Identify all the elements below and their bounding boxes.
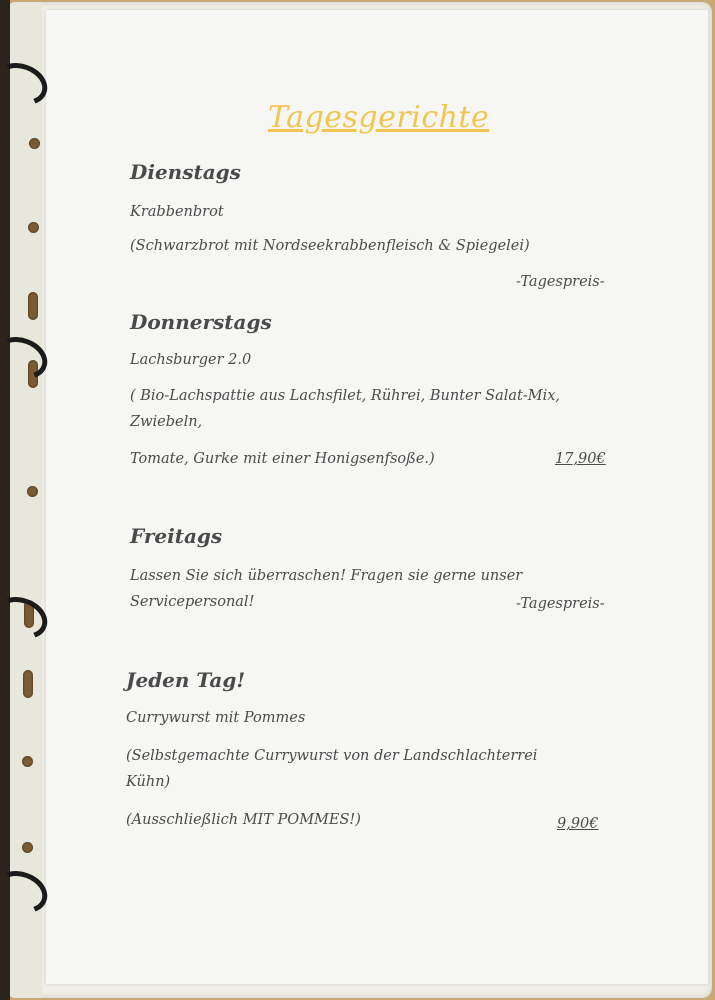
- punch-hole: [23, 670, 33, 698]
- dish-price: 9,90€: [557, 816, 599, 832]
- punch-hole: [28, 292, 38, 320]
- dish-price: 17,90€: [555, 451, 606, 467]
- dish-price: -Tagespreis-: [516, 596, 605, 612]
- dish-description: Tomate, Gurke mit einer Honigsenfsoße.): [130, 451, 435, 467]
- dish-name: Currywurst mit Pommes: [126, 710, 306, 726]
- menu-page: [46, 10, 708, 984]
- dish-description: Zwiebeln,: [130, 414, 203, 430]
- section-heading-jeden-tag: Jeden Tag!: [126, 668, 246, 692]
- dish-description: (Selbstgemachte Currywurst von der Landschlachterrei: [126, 748, 538, 764]
- dish-description: Kühn): [126, 774, 171, 790]
- dish-name: Lachsburger 2.0: [130, 352, 252, 368]
- section-heading-dienstags: Dienstags: [130, 160, 241, 184]
- dish-description: Servicepersonal!: [130, 594, 255, 610]
- punch-hole: [22, 756, 33, 767]
- dish-price: -Tagespreis-: [516, 274, 605, 290]
- punch-hole: [27, 486, 38, 497]
- punch-hole: [28, 222, 39, 233]
- dish-description: (Ausschließlich MIT POMMES!): [126, 812, 361, 828]
- section-heading-donnerstags: Donnerstags: [130, 310, 272, 334]
- dish-name: Krabbenbrot: [130, 204, 224, 220]
- punch-hole: [22, 842, 33, 853]
- page-title: Tagesgerichte: [268, 100, 490, 135]
- dish-description: ( Bio-Lachspattie aus Lachsfilet, Rührei, Bunter Salat-Mix,: [130, 388, 561, 404]
- binder-spine: [0, 0, 10, 1000]
- section-heading-freitags: Freitags: [130, 524, 223, 548]
- dish-description: (Schwarzbrot mit Nordseekrabbenfleisch & Spiegelei): [130, 238, 530, 254]
- dish-description: Lassen Sie sich überraschen! Fragen sie gerne unser: [130, 568, 523, 584]
- punch-hole: [29, 138, 40, 149]
